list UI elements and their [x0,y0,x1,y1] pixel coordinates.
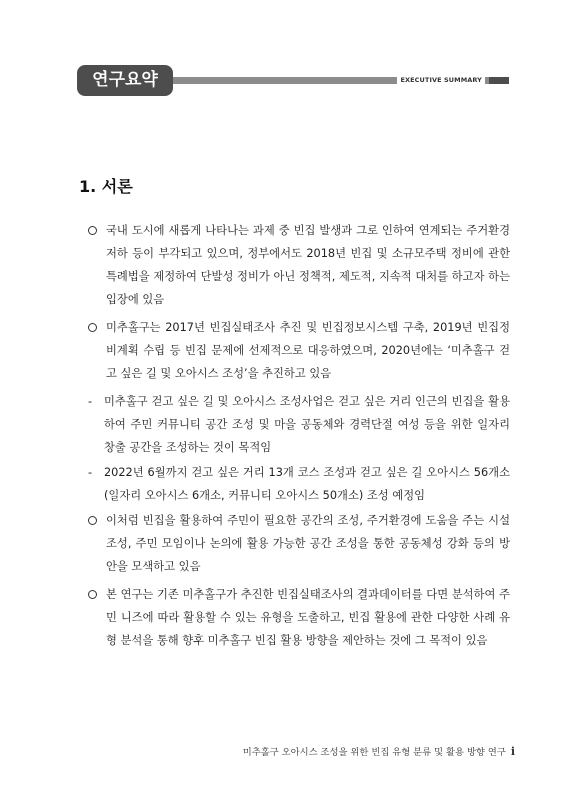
section-title: 1. 서론 [79,177,133,196]
list-item [86,316,510,385]
page-footer [243,744,515,758]
item-text: 국내 도시에 새롭게 나타나는 과제 중 빈집 발생과 그로 인하여 연계되는 주거환경 저하 등이 부각되고 있으며, 정부에서도 2018년 빈집 및 소규모주택 정비에 관한 특례법을 제정하여 단발성 정비가 아닌 정책적, 제도적, 지속적 대처를 하고자 하는 입장에 있음 [106,224,510,306]
list-item [86,583,510,652]
item-text: 미추홀구 걷고 싶은 길 및 오아시스 조성사업은 걷고 싶은 거리 인근의 빈집을 활용하여 주민 커뮤니티 공간 조성 및 마을 공동체와 경력단절 여성 등을 위한 일자리 창출 공간을 조성하는 것이 목적임 [104,395,510,454]
item-text: 본 연구는 기존 미추홀구가 추진한 빈집실태조사의 결과데이터를 다면 분석하여 주민 니즈에 따라 활용할 수 있는 유형을 도출하고, 빈집 활용에 관한 다양한 사례 유형 분석을 통해 향후 미추홀구 빈집 활용 방향을 제안하는 것에 그 목적이 있음 [106,588,510,647]
circle-bullet-icon [88,323,97,332]
page-number: i [510,745,515,758]
dash-bullet-icon: - [88,395,93,408]
circle-bullet-icon [88,590,97,599]
header-rule-end [489,77,509,84]
dash-bullet-icon: - [88,466,93,479]
section-tab: 연구요약 [77,65,173,96]
item-text: 이처럼 빈집을 활용하여 주민이 필요한 공간의 조성, 주거환경에 도움을 주는 시설 조성, 주민 모임이나 논의에 활용 가능한 공간 조성을 통한 공동체성 강화 등의 방안을 모색하고 있음 [106,514,510,573]
footer-title: 미추홀구 오아시스 조성을 위한 빈집 유형 분류 및 활용 방향 연구 [242,747,506,758]
list-item [86,509,510,578]
circle-bullet-icon [88,226,97,235]
summary-content [86,219,510,657]
item-text: 미추홀구는 2017년 빈집실태조사 추진 및 빈집정보시스템 구축, 2019년 빈집정비계획 수립 등 빈집 문제에 선제적으로 대응하였으며, 2020년에는 ‘미추홀구 걷고 싶은 길 및 오아시스 조성’을 추진하고 있음 [106,321,510,380]
item-text: 2022년 6월까지 걷고 싶은 거리 13개 코스 조성과 걷고 싶은 길 오아시스 56개소(일자리 오아시스 6개소, 커뮤니티 오아시스 50개소) 조성 예정임 [104,466,510,502]
list-item [86,219,510,311]
list-subitem [86,390,510,459]
circle-bullet-icon [88,516,97,525]
list-subitem [86,461,510,507]
executive-summary-label: EXECUTIVE SUMMARY [397,75,485,86]
summary-header [77,65,509,97]
